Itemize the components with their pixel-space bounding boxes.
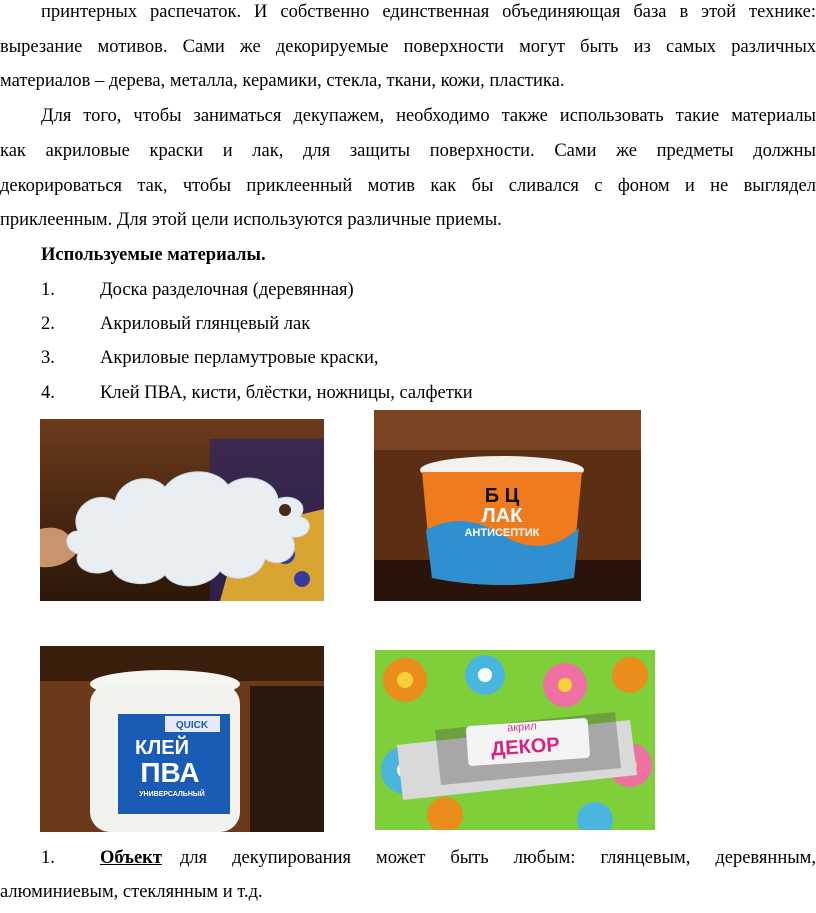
object-term: Объект <box>100 848 162 868</box>
paragraph-2-line-1 <box>0 104 816 128</box>
list-text: Акриловый глянцевый лак <box>100 314 311 334</box>
glue-label-1: КЛЕЙ <box>135 737 189 759</box>
list-text: Акриловые перламутровые краски, <box>100 348 379 368</box>
text-line: принтерных распечаток. И собственно единственная объединяющая база в этой технике: <box>41 2 816 22</box>
paragraph-2-line-2: как акриловые краски и лак, для защиты поверхности. Сами же предметы должны <box>0 141 816 161</box>
list-number: 3. <box>41 348 55 368</box>
list-number: 1. <box>41 280 55 300</box>
photo-lacquer-bucket <box>374 410 641 601</box>
glue-label-3: УНИВЕРСАЛЬНЫЙ <box>139 791 205 798</box>
paragraph-1-line-1 <box>0 0 816 24</box>
bucket-label-lak: ЛАК <box>481 505 523 527</box>
list-text: Доска разделочная (деревянная) <box>100 280 354 300</box>
bucket-label-top: Б Ц <box>484 485 520 507</box>
paragraph-1-line-2: вырезание мотивов. Сами же декорируемые поверхности могут быть из самых различных <box>0 37 816 57</box>
object-description: для декупирования может быть любым: глянцевым, деревянным, <box>179 848 816 868</box>
list-text: Клей ПВА, кисти, блёстки, ножницы, салфетки <box>100 383 473 403</box>
bucket-label-antiseptic: АНТИСЕПТИК <box>464 527 540 539</box>
cutting-board-image <box>40 419 324 601</box>
materials-heading: Используемые материалы. <box>41 245 266 265</box>
list-number: 2. <box>41 314 55 334</box>
lacquer-bucket-image <box>374 410 641 601</box>
photo-acrylic-decor <box>375 650 655 830</box>
pva-glue-image <box>40 646 324 832</box>
list-number: 1. <box>41 848 55 868</box>
glue-label-2: ПВА <box>140 757 200 788</box>
list-number: 4. <box>41 383 55 403</box>
acrylic-decor-image <box>375 650 655 830</box>
paragraph-2-line-3: декорироваться так, чтобы приклеенный мотив как бы сливался с фоном и не выглядел <box>0 176 816 196</box>
photo-cutting-board <box>40 419 324 601</box>
glue-brand: QUICK <box>175 720 209 731</box>
decor-small-label: акрил <box>506 720 538 735</box>
decor-big-label: ДЕКОР <box>490 733 561 761</box>
object-line-2: алюминиевым, стеклянным и т.д. <box>0 882 263 902</box>
paragraph-1-line-3: материалов – дерева, металла, керамики, стекла, ткани, кожи, пластика. <box>0 71 565 91</box>
photo-pva-glue <box>40 646 324 832</box>
text-line: Для того, чтобы заниматься декупажем, необходимо также использовать такие материалы <box>41 106 816 126</box>
object-line <box>100 846 816 870</box>
paragraph-2-line-4: приклеенным. Для этой цели используются различные приемы. <box>0 210 502 230</box>
